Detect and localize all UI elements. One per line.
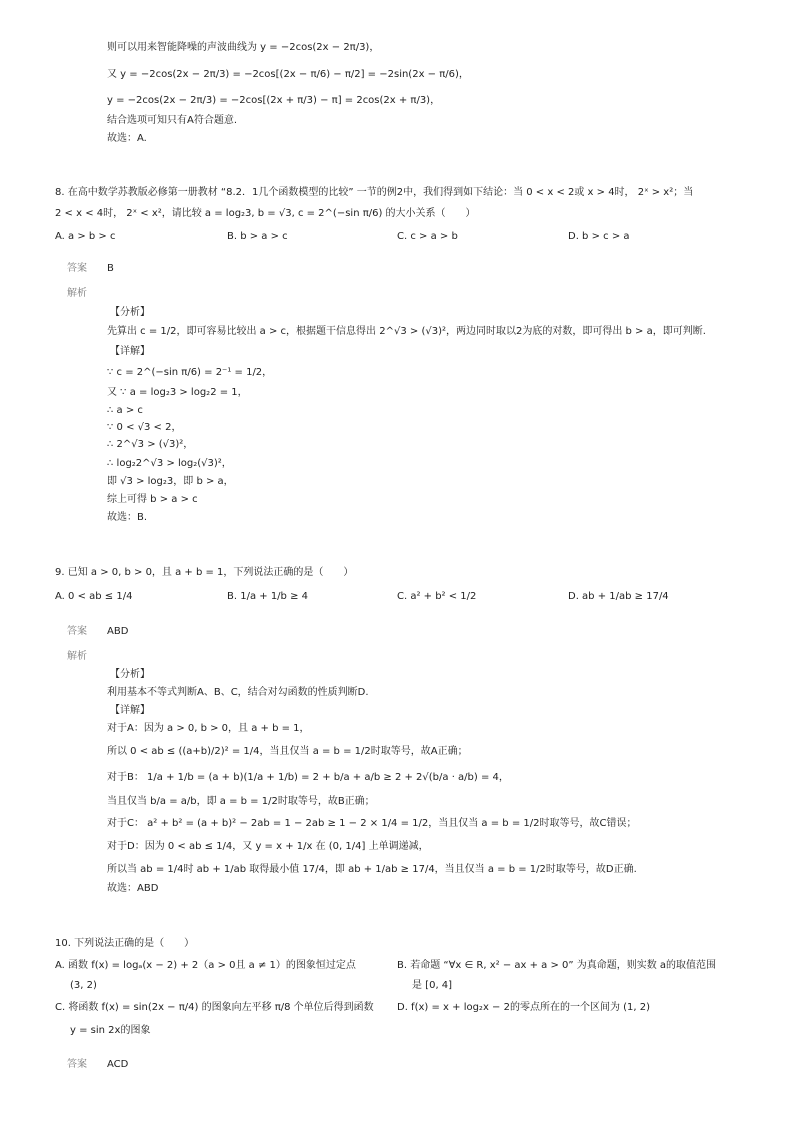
option-c: C. c > a > b bbox=[397, 231, 458, 242]
analysis-line: 对于B： 1/a + 1/b = (a + b)(1/a + 1/b) = 2 + b/a + a/b ≥ 2 + 2√(b/a · a/b) = 4， bbox=[107, 772, 509, 783]
answer-label: 答案 bbox=[67, 626, 87, 637]
question-stem: 2 < x < 4时， 2ˣ < x²，请比较 a = log₂3, b = √3, c = 2^(−sin π/6) 的大小关系（ ） bbox=[55, 208, 476, 219]
option-b: B. 若命题 “∀x ∈ R, x² − ax + a > 0” 为真命题，则实数 a的取值范围 bbox=[397, 960, 717, 971]
question-stem: 10. 下列说法正确的是（ ） bbox=[55, 938, 195, 949]
analysis-line: 综上可得 b > a > c bbox=[107, 494, 198, 505]
analysis-line: 当且仅当 b/a = a/b，即 a = b = 1/2时取等号，故B正确； bbox=[107, 796, 375, 807]
analysis-line: 故选：ABD bbox=[107, 883, 159, 894]
text-line: y = −2cos(2x − 2π/3) = −2cos[(2x + π/3) − π] = 2cos(2x + π/3)， bbox=[107, 95, 441, 106]
text-line: 则可以用来智能降噪的声波曲线为 y = −2cos(2x − 2π/3)， bbox=[107, 42, 380, 53]
answer-value: ABD bbox=[107, 626, 129, 637]
text-line: 结合选项可知只有A符合题意. bbox=[107, 115, 238, 126]
analysis-line: 【分析】 bbox=[110, 307, 150, 318]
analysis-line: 对于D：因为 0 < ab ≤ 1/4，又 y = x + 1/x 在 (0, 1/4] 上单调递减， bbox=[107, 841, 429, 852]
text-line: 故选：A. bbox=[107, 133, 147, 144]
analysis-line: 又 ∵ a = log₂3 > log₂2 = 1， bbox=[107, 387, 248, 398]
option-b-cont: 是 [0, 4] bbox=[412, 980, 453, 991]
analysis-line: 利用基本不等式判断A、B、C，结合对勾函数的性质判断D. bbox=[107, 687, 369, 698]
answer-value: ACD bbox=[107, 1059, 129, 1070]
question-stem: 8. 在高中数学苏教版必修第一册教材 “8.2．1几个函数模型的比较” 一节的例2中，我们得到如下结论：当 0 < x < 2或 x > 4时， 2ˣ > x²；当 bbox=[55, 187, 694, 198]
option-b: B. 1/a + 1/b ≥ 4 bbox=[227, 591, 308, 602]
analysis-label: 解析 bbox=[67, 288, 87, 299]
option-d: D. f(x) = x + log₂x − 2的零点所在的一个区间为 (1, 2) bbox=[397, 1002, 651, 1013]
analysis-label: 解析 bbox=[67, 651, 87, 662]
analysis-line: ∴ log₂2^√3 > log₂(√3)²， bbox=[107, 458, 232, 469]
analysis-line: 故选：B. bbox=[107, 512, 148, 523]
option-a: A. a > b > c bbox=[55, 231, 116, 242]
answer-label: 答案 bbox=[67, 1059, 87, 1070]
analysis-line: 【分析】 bbox=[110, 669, 150, 680]
answer-value: B bbox=[107, 263, 114, 274]
analysis-line: 即 √3 > log₂3，即 b > a， bbox=[107, 476, 234, 487]
option-d: D. ab + 1/ab ≥ 17/4 bbox=[568, 591, 669, 602]
analysis-line: 对于C： a² + b² = (a + b)² − 2ab = 1 − 2ab ≥ 1 − 2 × 1/4 = 1/2，当且仅当 a = b = 1/2时取等号，故C错误； bbox=[107, 818, 637, 829]
option-d: D. b > c > a bbox=[568, 231, 630, 242]
option-a: A. 函数 f(x) = logₐ(x − 2) + 2（a > 0且 a ≠ 1）的图象恒过定点 bbox=[55, 960, 356, 971]
analysis-line: 【详解】 bbox=[110, 705, 150, 716]
option-a: A. 0 < ab ≤ 1/4 bbox=[55, 591, 133, 602]
analysis-line: 【详解】 bbox=[110, 346, 150, 357]
answer-label: 答案 bbox=[67, 263, 87, 274]
analysis-line: ∵ 0 < √3 < 2， bbox=[107, 422, 182, 433]
option-c: C. a² + b² < 1/2 bbox=[397, 591, 477, 602]
analysis-line: ∴ 2^√3 > (√3)²， bbox=[107, 439, 194, 450]
analysis-line: 所以当 ab = 1/4时 ab + 1/ab 取得最小值 17/4，即 ab + 1/ab ≥ 17/4，当且仅当 a = b = 1/2时取等号，故D正确. bbox=[107, 864, 637, 875]
option-b: B. b > a > c bbox=[227, 231, 288, 242]
analysis-line: ∵ c = 2^(−sin π/6) = 2⁻¹ = 1/2， bbox=[107, 367, 273, 378]
analysis-line: 先算出 c = 1/2，即可容易比较出 a > c，根据题干信息得出 2^√3 > (√3)²，两边同时取以2为底的对数，即可得出 b > a，即可判断. bbox=[107, 326, 706, 337]
option-c: C. 将函数 f(x) = sin(2x − π/4) 的图象向左平移 π/8 个单位后得到函数 bbox=[55, 1002, 374, 1013]
option-c-cont: y = sin 2x的图象 bbox=[70, 1025, 151, 1036]
question-stem: 9. 已知 a > 0, b > 0，且 a + b = 1，下列说法正确的是（ ） bbox=[55, 567, 354, 578]
analysis-line: 所以 0 < ab ≤ ((a+b)/2)² = 1/4，当且仅当 a = b = 1/2时取等号，故A正确； bbox=[107, 746, 468, 757]
option-a-cont: (3, 2) bbox=[70, 980, 97, 991]
text-line: 又 y = −2cos(2x − 2π/3) = −2cos[(2x − π/6) − π/2] = −2sin(2x − π/6)， bbox=[107, 69, 469, 80]
analysis-line: 对于A：因为 a > 0, b > 0，且 a + b = 1， bbox=[107, 723, 310, 734]
analysis-line: ∴ a > c bbox=[107, 405, 143, 416]
